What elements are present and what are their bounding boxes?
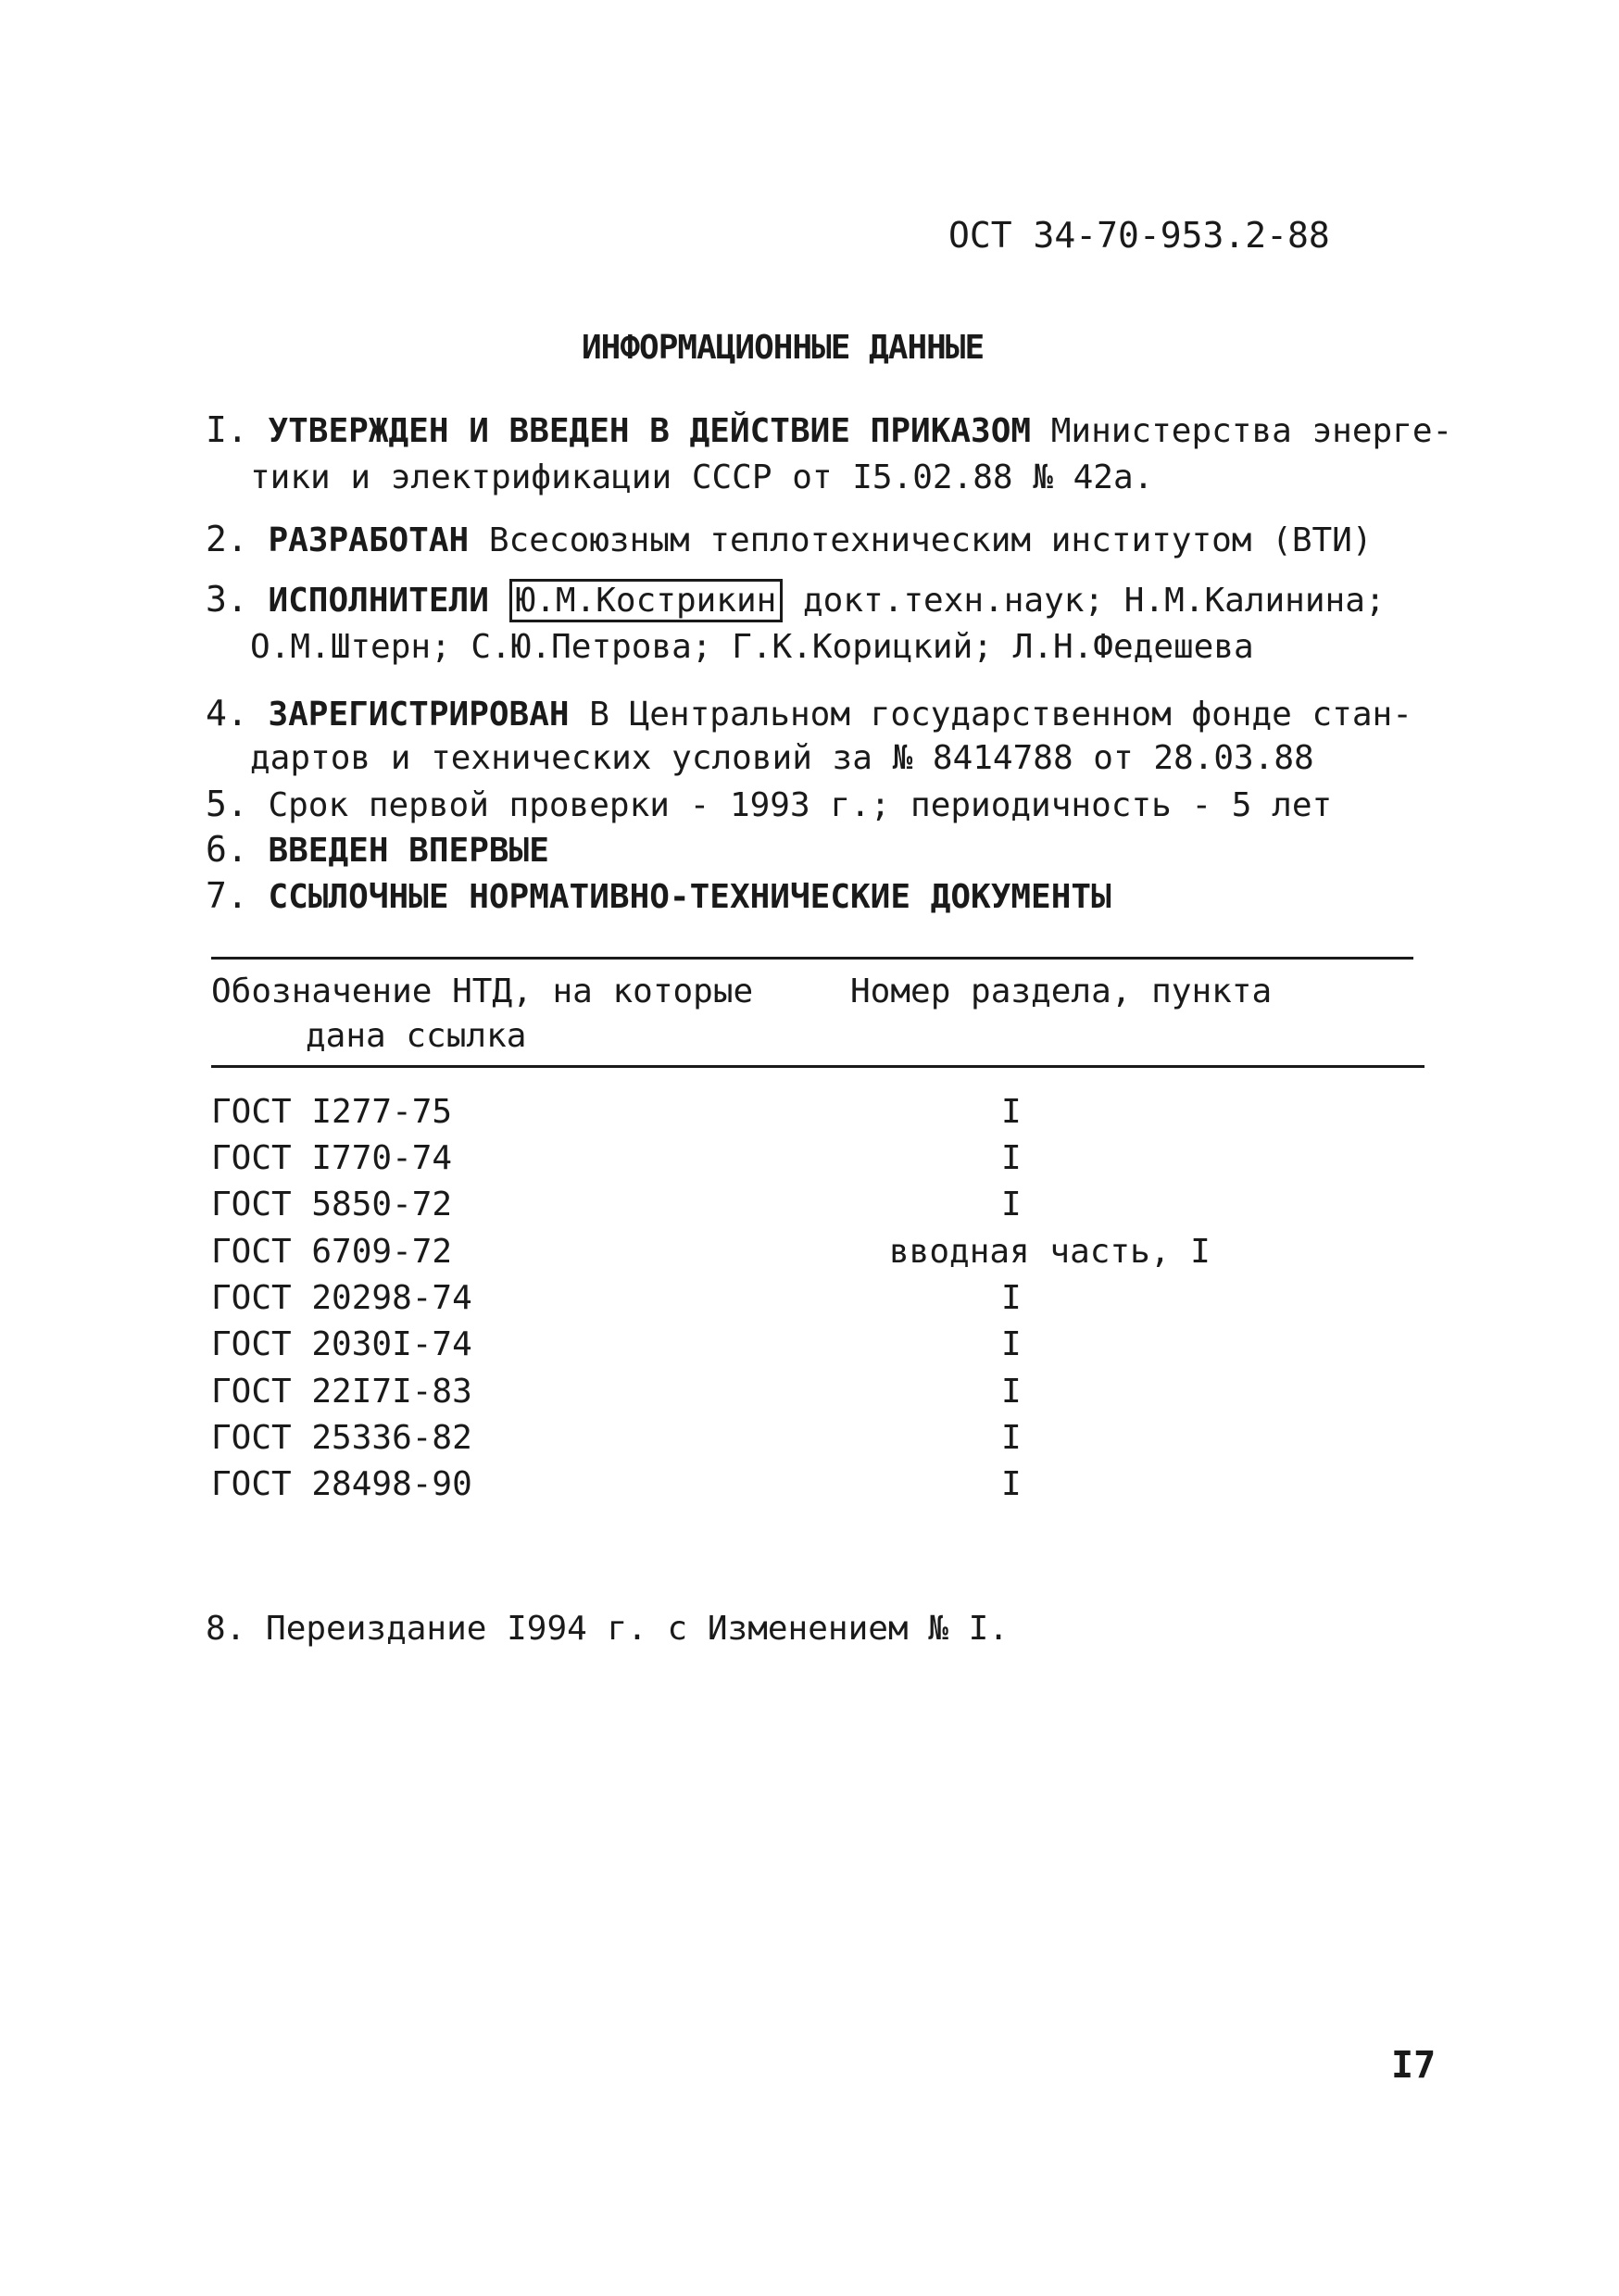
table-cell-section: I	[1001, 1419, 1022, 1457]
item-number: 2.	[206, 519, 248, 559]
boxed-name: Ю.М.Кострикин	[509, 579, 784, 622]
list-item-2	[206, 519, 1373, 559]
item-lead: УТВЕРЖДЕН И ВВЕДЕН В ДЕЙСТВИЕ ПРИКАЗОМ	[268, 412, 1032, 450]
table-header-rule	[211, 1065, 1424, 1068]
table-cell-doc: ГОСТ 28498-90	[211, 1465, 472, 1503]
table-cell-doc: ГОСТ I770-74	[211, 1139, 453, 1177]
table-cell-doc: ГОСТ 22I7I-83	[211, 1373, 472, 1411]
table-col1-header: Обозначение НТД, на которые	[211, 972, 754, 1010]
document-code: ОСТ 34-70-953.2-88	[948, 215, 1330, 256]
list-item-4-line2: дартов и технических условий за № 8414788 от 28.03.88	[250, 739, 1314, 777]
item-text: докт.техн.наук; Н.М.Калинина;	[783, 582, 1386, 620]
table-cell-doc: ГОСТ 2030I-74	[211, 1325, 472, 1363]
table-col1-header-line2: дана ссылка	[306, 1017, 527, 1055]
item-lead: ВВЕДЕН ВПЕРВЫЕ	[268, 832, 549, 870]
table-cell-doc: ГОСТ 25336-82	[211, 1419, 472, 1457]
page-number: I7	[1391, 2044, 1437, 2087]
item-text: Срок первой проверки - 1993 г.; периодичность - 5 лет	[268, 786, 1333, 824]
item-number: 6.	[206, 829, 248, 870]
list-item-3	[206, 579, 1386, 620]
item-lead: ЗАРЕГИСТРИРОВАН	[268, 696, 570, 734]
table-col2-header: Номер раздела, пункта	[850, 972, 1273, 1010]
list-item-6	[206, 829, 549, 870]
list-item-1	[206, 409, 1452, 450]
item-number: I.	[206, 409, 248, 450]
item-number: 7.	[206, 875, 248, 916]
table-cell-doc: ГОСТ 6709-72	[211, 1233, 453, 1271]
table-cell-section: I	[1001, 1093, 1022, 1131]
section-title: ИНФОРМАЦИОННЫЕ ДАННЫЕ	[582, 329, 985, 367]
table-cell-doc: ГОСТ 5850-72	[211, 1186, 453, 1223]
table-cell-section: I	[1001, 1373, 1022, 1411]
list-item-3-line2: О.М.Штерн; С.Ю.Петрова; Г.К.Корицкий; Л.Н.Федешева	[250, 628, 1254, 666]
table-cell-section: вводная часть, I	[889, 1233, 1211, 1271]
item-number: 3.	[206, 579, 248, 620]
list-item-4	[206, 693, 1412, 734]
list-item-5	[206, 784, 1332, 824]
table-cell-section: I	[1001, 1139, 1022, 1177]
list-item-7	[206, 875, 1111, 916]
table-cell-doc: ГОСТ I277-75	[211, 1093, 453, 1131]
item-text: Всесоюзным теплотехническим институтом (ВТИ)	[469, 521, 1373, 559]
item-text: В Центральном государственном фонде стан-	[569, 696, 1412, 734]
table-top-rule	[211, 957, 1413, 960]
item-number: 4.	[206, 693, 248, 734]
table-cell-section: I	[1001, 1325, 1022, 1363]
item-text: Министерства энерге-	[1031, 412, 1453, 450]
table-cell-doc: ГОСТ 20298-74	[211, 1279, 472, 1317]
table-cell-section: I	[1001, 1465, 1022, 1503]
item-lead: РАЗРАБОТАН	[268, 521, 470, 559]
table-cell-section: I	[1001, 1279, 1022, 1317]
list-item-8: 8. Переиздание I994 г. с Изменением № I.	[206, 1610, 1009, 1648]
table-cell-section: I	[1001, 1186, 1022, 1223]
item-lead: ИСПОЛНИТЕЛИ	[268, 582, 489, 620]
item-number: 5.	[206, 784, 248, 824]
item-lead: ССЫЛОЧНЫЕ НОРМАТИВНО-ТЕХНИЧЕСКИЕ ДОКУМЕНТЫ	[268, 878, 1111, 916]
list-item-1-line2: тики и электрификации СССР от I5.02.88 № 42а.	[250, 458, 1154, 496]
